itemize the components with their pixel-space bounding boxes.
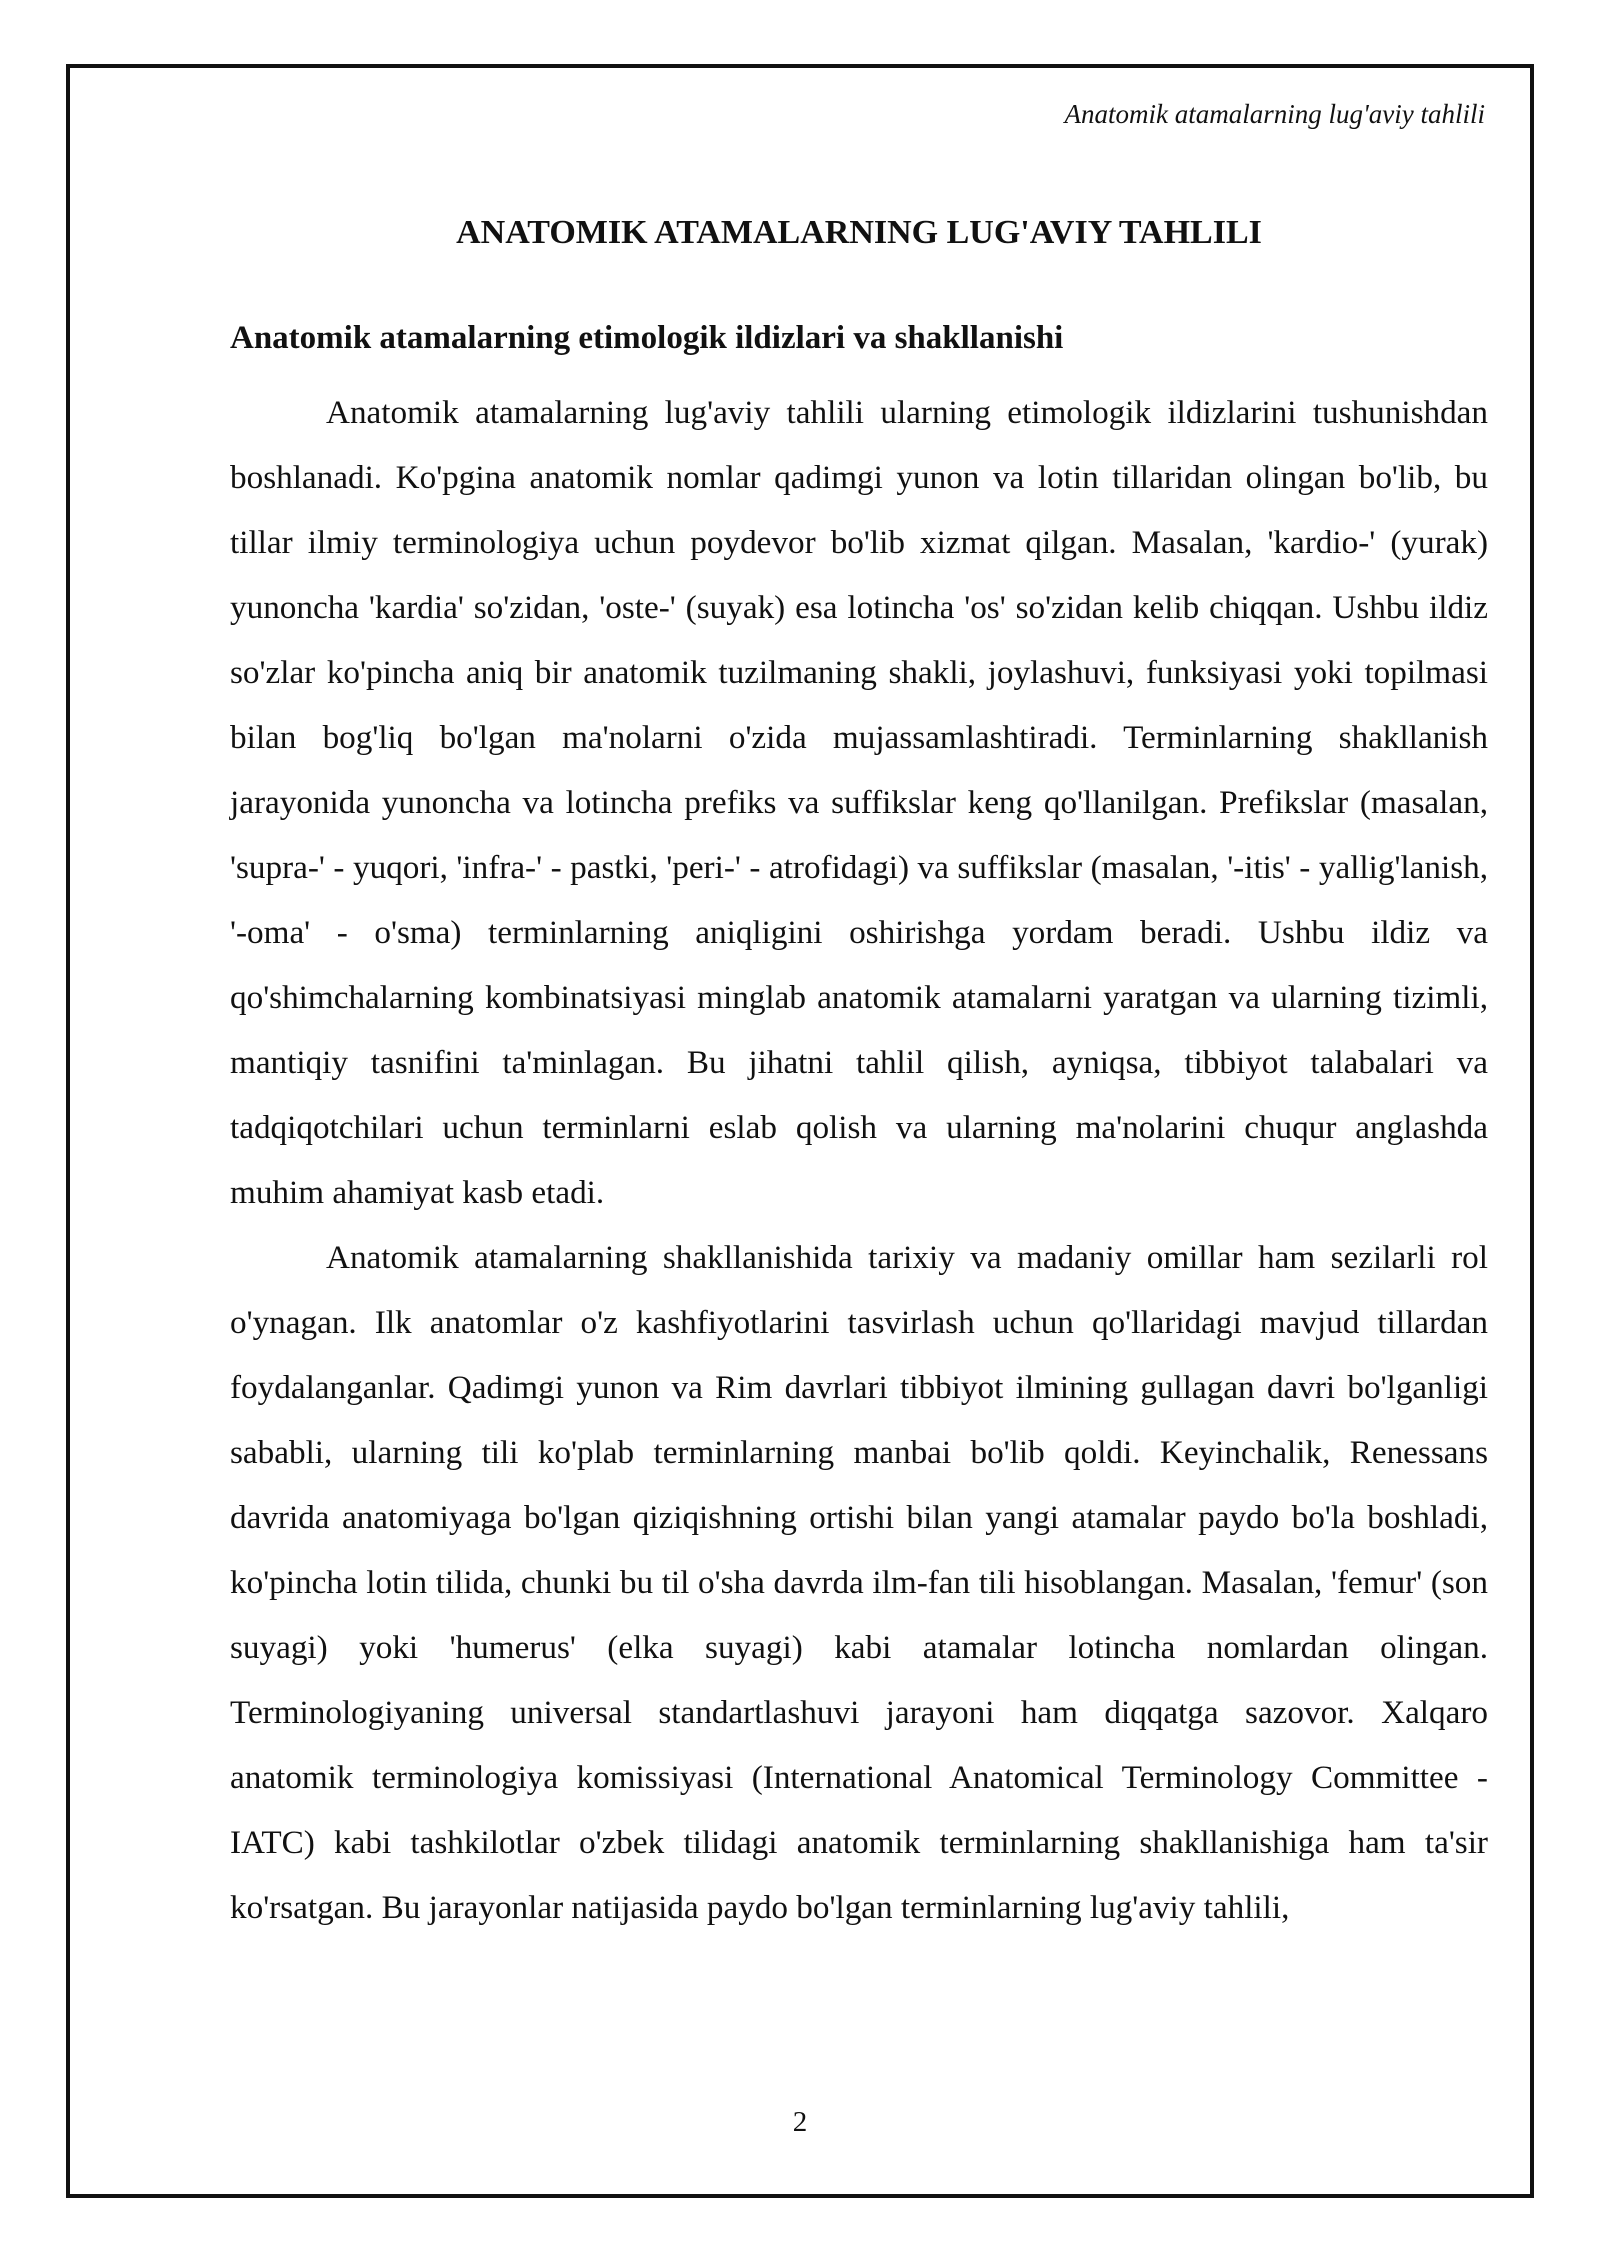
page-content [230, 210, 1488, 1940]
section-heading: Anatomik atamalarning etimologik ildizlari va shakllanishi [230, 320, 1064, 356]
running-header: Anatomik atamalarning lug'aviy tahlili [1064, 99, 1485, 129]
body-paragraph-1: Anatomik atamalarning lug'aviy tahlili ularning etimologik ildizlarini tushunishdan boshlanadi. Ko'pgina anatomik nomlar qadimgi yunon va lotin tillaridan olingan bo'lib, bu tillar ilmiy terminologiya uchun poydevor bo'lib xizmat qilgan. Masalan, 'kardio-' (yurak) yunoncha 'kardia' so'zidan, 'oste-' (suyak) esa lotincha 'os' so'zidan kelib chiqqan. Ushbu ildiz so'zlar ko'pincha aniq bir anatomik tuzilmaning shakli, joylashuvi, funksiyasi yoki topilmasi bilan bog'liq bo'lgan ma'nolarni o'zida mujassamlashtiradi. Terminlarning shakllanish jarayonida yunoncha va lotincha prefiks va suffikslar keng qo'llanilgan. Prefikslar (masalan, 'supra-' - yuqori, 'infra-' - pastki, 'peri-' - atrofidagi) va suffikslar (masalan, '-itis' - yallig'lanish, '-oma' - o'sma) terminlarning aniqligini oshirishga yordam beradi. Ushbu ildiz va qo'shimchalarning kombinatsiyasi minglab anatomik atamalarni yaratgan va ularning tizimli, mantiqiy tasnifini ta'minlagan. Bu jihatni tahlil qilish, ayniqsa, tibbiyot talabalari va tadqiqotchilari uchun terminlarni eslab qolish va ularning ma'nolarini chuqur anglashda muhim ahamiyat kasb etadi. [230, 394, 1488, 1211]
page-number: 2 [792, 2106, 808, 2138]
body-paragraph-2: Anatomik atamalarning shakllanishida tarixiy va madaniy omillar ham sezilarli rol o'ynagan. Ilk anatomlar o'z kashfiyotlarini tasvirlash uchun qo'llaridagi mavjud tillardan foydalanganlar. Qadimgi yunon va Rim davrlari tibbiyot ilmining gullagan davri bo'lganligi sababli, ularning tili ko'plab terminlarning manbai bo'lib qoldi. Keyinchalik, Renessans davrida anatomiyaga bo'lgan qiziqishning ortishi bilan yangi atamalar paydo bo'la boshladi, ko'pincha lotin tilida, chunki bu til o'sha davrda ilm-fan tili hisoblangan. Masalan, 'femur' (son suyagi) yoki 'humerus' (elka suyagi) kabi atamalar lotincha nomlardan olingan. Terminologiyaning universal standartlashuvi jarayoni ham diqqatga sazovor. Xalqaro anatomik terminologiya komissiyasi (International Anatomical Terminology Committee - IATC) kabi tashkilotlar o'zbek tilidagi anatomik terminlarning shakllanishiga ham ta'sir ko'rsatgan. Bu jarayonlar natijasida paydo bo'lgan terminlarning lug'aviy tahlili, [230, 1239, 1488, 1926]
document-title: ANATOMIK ATAMALARNING LUG'AVIY TAHLILI [456, 214, 1262, 251]
